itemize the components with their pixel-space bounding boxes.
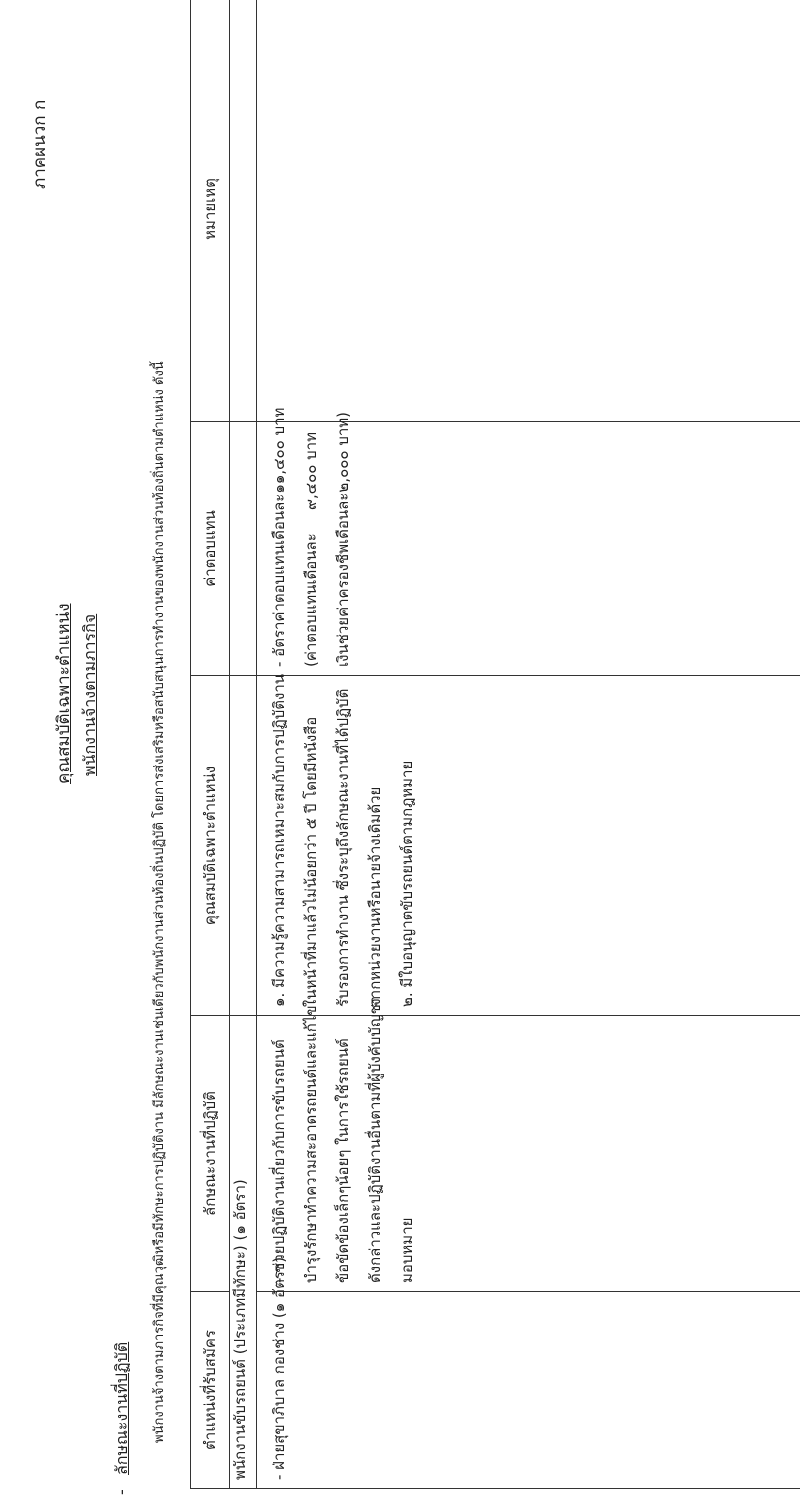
- qualification-line: ในหน้าที่มาแล้วไม่น้อยกว่า ๕ ปี โดยมีหนังสือ: [302, 716, 320, 1007]
- qualification-line: จากหน่วยงานหรือนายจ้างเดิมด้วย: [366, 786, 384, 1007]
- category-cell: [230, 1016, 257, 1489]
- section-heading: ลักษณะงานที่ปฏิบัติ: [112, 1341, 131, 1475]
- header-qualifications: คุณสมบัติเฉพาะตำแหน่ง: [191, 676, 230, 1016]
- category-row: [230, 0, 257, 1489]
- pay-amount: ๒,๐๐๐ บาท): [334, 411, 352, 493]
- document-subtitle: พนักงานจ้างตามภารกิจ: [80, 613, 99, 776]
- pay-label: (ค่าตอบแทนเดือนละ: [302, 533, 320, 667]
- annex-label: ภาคผนวก ก: [30, 99, 50, 189]
- table-header-row: [191, 0, 230, 1489]
- qualification-line: รับรองการทำงาน ซึ่งระบุถึงลักษณะงานที่ได้ปฏิบัติ: [334, 688, 352, 1007]
- header-duties: ลักษณะงานที่ปฏิบัติ: [191, 1016, 230, 1292]
- pay-line: [327, 411, 359, 667]
- duty-line: ดังกล่าวและปฏิบัติงานอื่นตามที่ผู้บังคับบัญชา: [366, 995, 384, 1283]
- pay-line: [295, 432, 327, 667]
- pay-cell: [257, 407, 800, 676]
- header-remarks: หมายเหตุ: [191, 0, 230, 422]
- qualification-line: ๒. มีใบอนุญาตขับรถยนต์ตามกฎหมาย: [398, 760, 416, 1007]
- duty-line: ข้อขัดข้องเล็กๆน้อยๆ ในการใช้รถยนต์: [334, 1038, 352, 1283]
- category-empty-remarks: [230, 0, 257, 422]
- document-title: คุณสมบัติเฉพาะตำแหน่ง: [54, 603, 74, 784]
- pay-line: [263, 407, 295, 667]
- duty-line: มอบหมาย: [398, 1217, 416, 1283]
- header-position: ตำแหน่งที่รับสมัคร: [191, 1292, 230, 1489]
- remarks-cell: [257, 0, 800, 422]
- section-bullet: -: [112, 1489, 131, 1495]
- pay-label: - อัตราค่าตอบแทนเดือนละ: [270, 493, 288, 667]
- table-row: [257, 0, 800, 1489]
- position-cell: [257, 1256, 800, 1489]
- category-empty-pay: [230, 422, 257, 676]
- intro-paragraph: พนักงานจ้างตามภารกิจที่มีคุณวุฒิหรือมีทักษะการปฏิบัติงาน มีลักษณะงานเช่นเดียวกับพนักงานส่วนท้องถิ่นปฏิบัติ โดยการส่งเสริมหรือสนับสนุนการทำงานของพนักงานส่วนท้องถิ่นตามตำแหน่ง ดังนี้: [152, 361, 167, 1443]
- position-label: - ฝ่ายสุขาภิบาล กองช่าง (๑ อัตรา): [270, 1256, 288, 1480]
- duties-cell: [257, 995, 800, 1292]
- category-empty-qual: [230, 676, 257, 1016]
- position-table: [190, 0, 800, 1489]
- category-label: พนักงานขับรถยนต์ (ประเภทมีทักษะ) (๑ อัตรา): [231, 1179, 249, 1480]
- duty-line: บำรุงรักษาทำความสะอาดรถยนต์และแก้ไข: [302, 1005, 320, 1283]
- pay-label: เงินช่วยค่าครองชีพเดือนละ: [334, 492, 352, 667]
- header-pay: ค่าตอบแทน: [191, 422, 230, 676]
- pay-amount: ๑๑,๔๐๐ บาท: [270, 407, 288, 494]
- duty-line: - ช่วยปฏิบัติงานเกี่ยวกับการขับรถยนต์: [270, 1039, 288, 1283]
- qualifications-cell: [257, 673, 800, 1016]
- pay-amount: ๙,๔๐๐ บาท: [302, 432, 320, 511]
- qualification-line: ๑. มีความรู้ความสามารถเหมาะสมกับการปฏิบัติงาน: [270, 673, 288, 1007]
